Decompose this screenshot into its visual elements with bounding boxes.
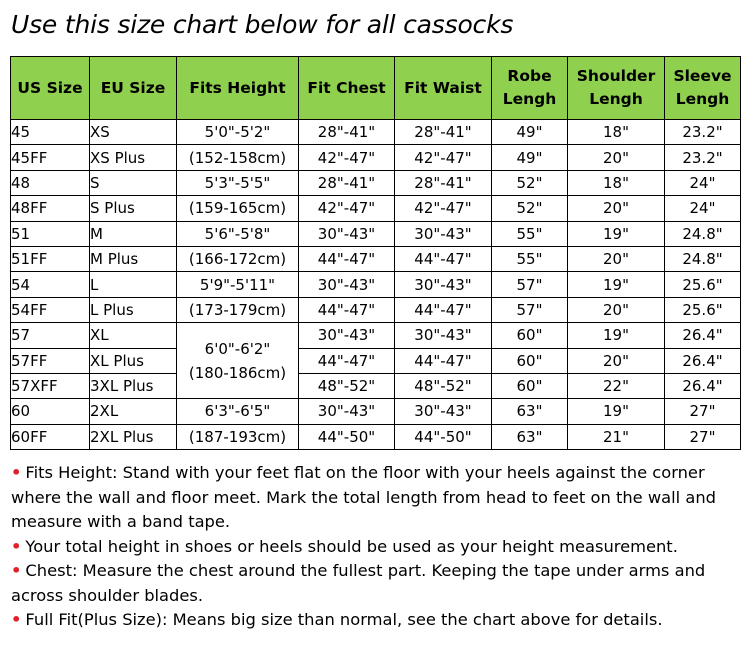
note-text: Full Fit(Plus Size): Means big size than normal, see the chart above for details. <box>25 610 663 629</box>
cell-shoulder-length: 20" <box>568 196 665 221</box>
cell-eu-size: L <box>90 272 177 297</box>
cell-fit-chest: 30"-43" <box>299 272 395 297</box>
cell-robe-length: 63" <box>492 399 568 424</box>
cell-eu-size: L Plus <box>90 297 177 322</box>
cell-sleeve-length: 27" <box>665 424 741 449</box>
cell-shoulder-length: 19" <box>568 272 665 297</box>
header-sleeve-length: Sleeve Lengh <box>665 57 741 120</box>
cell-sleeve-length: 23.2" <box>665 145 741 170</box>
cell-shoulder-length: 19" <box>568 399 665 424</box>
cell-fit-chest: 42"-47" <box>299 145 395 170</box>
cell-robe-length: 63" <box>492 424 568 449</box>
cell-us-size: 48 <box>11 170 90 195</box>
header-robe-length: Robe Lengh <box>492 57 568 120</box>
note-text: Chest: Measure the chest around the fullest part. Keeping the tape under arms and across shoulder blades. <box>11 561 706 605</box>
table-row <box>11 246 741 271</box>
cell-fit-waist: 28"-41" <box>395 170 492 195</box>
cell-shoulder-length: 18" <box>568 170 665 195</box>
cell-fits-height: (166-172cm) <box>177 246 299 271</box>
cell-fit-waist: 42"-47" <box>395 145 492 170</box>
cell-shoulder-length: 19" <box>568 221 665 246</box>
cell-fits-height: 5'3"-5'5" <box>177 170 299 195</box>
bullet-icon: • <box>11 561 22 580</box>
cell-fits-height: 5'0"-5'2" <box>177 120 299 145</box>
cell-fits-height: 5'6"-5'8" <box>177 221 299 246</box>
cell-eu-size: S <box>90 170 177 195</box>
cell-sleeve-length: 27" <box>665 399 741 424</box>
cell-fits-height: (173-179cm) <box>177 297 299 322</box>
cell-sleeve-length: 23.2" <box>665 120 741 145</box>
cell-sleeve-length: 25.6" <box>665 272 741 297</box>
header-fits-height: Fits Height <box>177 57 299 120</box>
table-row <box>11 196 741 221</box>
note-text: Fits Height: Stand with your feet flat on the floor with your heels against the corner where the wall and floor meet. Mark the total length from head to feet on the wall and measure with a band tape. <box>11 463 716 531</box>
cell-eu-size: M <box>90 221 177 246</box>
note-total-height <box>11 535 747 560</box>
cell-fit-waist: 30"-43" <box>395 221 492 246</box>
cell-robe-length: 57" <box>492 272 568 297</box>
cell-eu-size: XS Plus <box>90 145 177 170</box>
table-row <box>11 272 741 297</box>
cell-fit-chest: 44"-47" <box>299 348 395 373</box>
cell-fit-chest: 44"-50" <box>299 424 395 449</box>
table-row <box>11 424 741 449</box>
cell-fits-height: (187-193cm) <box>177 424 299 449</box>
cell-fits-height: (159-165cm) <box>177 196 299 221</box>
cell-fit-chest: 48"-52" <box>299 373 395 398</box>
note-fits-height <box>11 461 747 535</box>
header-eu-size: EU Size <box>90 57 177 120</box>
xl-height-metric: (180-186cm) <box>188 363 287 382</box>
table-row <box>11 221 741 246</box>
cell-us-size: 60FF <box>11 424 90 449</box>
cell-shoulder-length: 19" <box>568 323 665 348</box>
bullet-icon: • <box>11 536 22 556</box>
cell-robe-length: 49" <box>492 145 568 170</box>
cell-shoulder-length: 21" <box>568 424 665 449</box>
cell-eu-size: 2XL Plus <box>90 424 177 449</box>
cell-shoulder-length: 20" <box>568 246 665 271</box>
cell-us-size: 57XFF <box>11 373 90 398</box>
cell-robe-length: 49" <box>492 120 568 145</box>
cell-us-size: 45FF <box>11 145 90 170</box>
table-row <box>11 323 741 348</box>
cell-sleeve-length: 25.6" <box>665 297 741 322</box>
cell-eu-size: XL <box>90 323 177 348</box>
note-full-fit <box>11 608 747 633</box>
cell-fit-chest: 28"-41" <box>299 120 395 145</box>
cell-shoulder-length: 20" <box>568 348 665 373</box>
cell-shoulder-length: 22" <box>568 373 665 398</box>
cell-eu-size: 2XL <box>90 399 177 424</box>
table-header-row <box>11 57 741 120</box>
cell-us-size: 57FF <box>11 348 90 373</box>
cell-sleeve-length: 26.4" <box>665 373 741 398</box>
table-row <box>11 399 741 424</box>
cell-fits-height: 6'3"-6'5" <box>177 399 299 424</box>
cell-fit-waist: 30"-43" <box>395 323 492 348</box>
table-body <box>11 120 741 450</box>
cell-fit-chest: 44"-47" <box>299 246 395 271</box>
cell-fit-chest: 30"-43" <box>299 221 395 246</box>
cell-fit-waist: 30"-43" <box>395 272 492 297</box>
cell-fit-waist: 44"-47" <box>395 246 492 271</box>
size-chart-table <box>10 56 741 450</box>
header-fit-waist: Fit Waist <box>395 57 492 120</box>
header-us-size: US Size <box>11 57 90 120</box>
cell-eu-size: M Plus <box>90 246 177 271</box>
cell-eu-size: S Plus <box>90 196 177 221</box>
cell-us-size: 51 <box>11 221 90 246</box>
cell-us-size: 60 <box>11 399 90 424</box>
table-row <box>11 170 741 195</box>
note-chest <box>11 559 747 608</box>
cell-sleeve-length: 24" <box>665 170 741 195</box>
header-fit-chest: Fit Chest <box>299 57 395 120</box>
cell-fit-chest: 30"-43" <box>299 323 395 348</box>
bullet-icon: • <box>11 610 22 629</box>
cell-sleeve-length: 26.4" <box>665 323 741 348</box>
cell-sleeve-length: 24.8" <box>665 221 741 246</box>
cell-fit-chest: 30"-43" <box>299 399 395 424</box>
cell-sleeve-length: 26.4" <box>665 348 741 373</box>
cell-us-size: 57 <box>11 323 90 348</box>
measurement-notes <box>11 461 747 633</box>
table-row <box>11 348 741 373</box>
cell-fit-waist: 44"-50" <box>395 424 492 449</box>
cell-us-size: 48FF <box>11 196 90 221</box>
table-row <box>11 120 741 145</box>
cell-fit-waist: 44"-47" <box>395 348 492 373</box>
cell-sleeve-length: 24" <box>665 196 741 221</box>
cell-fit-waist: 30"-43" <box>395 399 492 424</box>
cell-shoulder-length: 20" <box>568 297 665 322</box>
cell-fit-waist: 44"-47" <box>395 297 492 322</box>
cell-fit-waist: 42"-47" <box>395 196 492 221</box>
header-shoulder-length: Shoulder Lengh <box>568 57 665 120</box>
cell-fit-waist: 28"-41" <box>395 120 492 145</box>
cell-robe-length: 60" <box>492 323 568 348</box>
cell-fits-height: 5'9"-5'11" <box>177 272 299 297</box>
cell-robe-length: 60" <box>492 348 568 373</box>
page-title: Use this size chart below for all cassocks <box>11 10 514 39</box>
bullet-icon: • <box>11 463 22 482</box>
cell-fits-height <box>177 323 299 399</box>
cell-fit-chest: 44"-47" <box>299 297 395 322</box>
xl-height-imperial: 6'0"-6'2" <box>204 339 271 358</box>
cell-sleeve-length: 24.8" <box>665 246 741 271</box>
cell-us-size: 54FF <box>11 297 90 322</box>
note-text: Your total height in shoes or heels should be used as your height measurement. <box>25 536 678 556</box>
cell-shoulder-length: 20" <box>568 145 665 170</box>
cell-fit-chest: 28"-41" <box>299 170 395 195</box>
table-row <box>11 297 741 322</box>
cell-robe-length: 55" <box>492 246 568 271</box>
cell-eu-size: XL Plus <box>90 348 177 373</box>
cell-fits-height: (152-158cm) <box>177 145 299 170</box>
cell-us-size: 51FF <box>11 246 90 271</box>
cell-eu-size: 3XL Plus <box>90 373 177 398</box>
cell-robe-length: 60" <box>492 373 568 398</box>
table-row <box>11 145 741 170</box>
cell-fit-waist: 48"-52" <box>395 373 492 398</box>
cell-shoulder-length: 18" <box>568 120 665 145</box>
cell-robe-length: 52" <box>492 170 568 195</box>
cell-robe-length: 55" <box>492 221 568 246</box>
cell-us-size: 54 <box>11 272 90 297</box>
cell-robe-length: 52" <box>492 196 568 221</box>
cell-us-size: 45 <box>11 120 90 145</box>
cell-robe-length: 57" <box>492 297 568 322</box>
table-row <box>11 373 741 398</box>
cell-fit-chest: 42"-47" <box>299 196 395 221</box>
cell-eu-size: XS <box>90 120 177 145</box>
